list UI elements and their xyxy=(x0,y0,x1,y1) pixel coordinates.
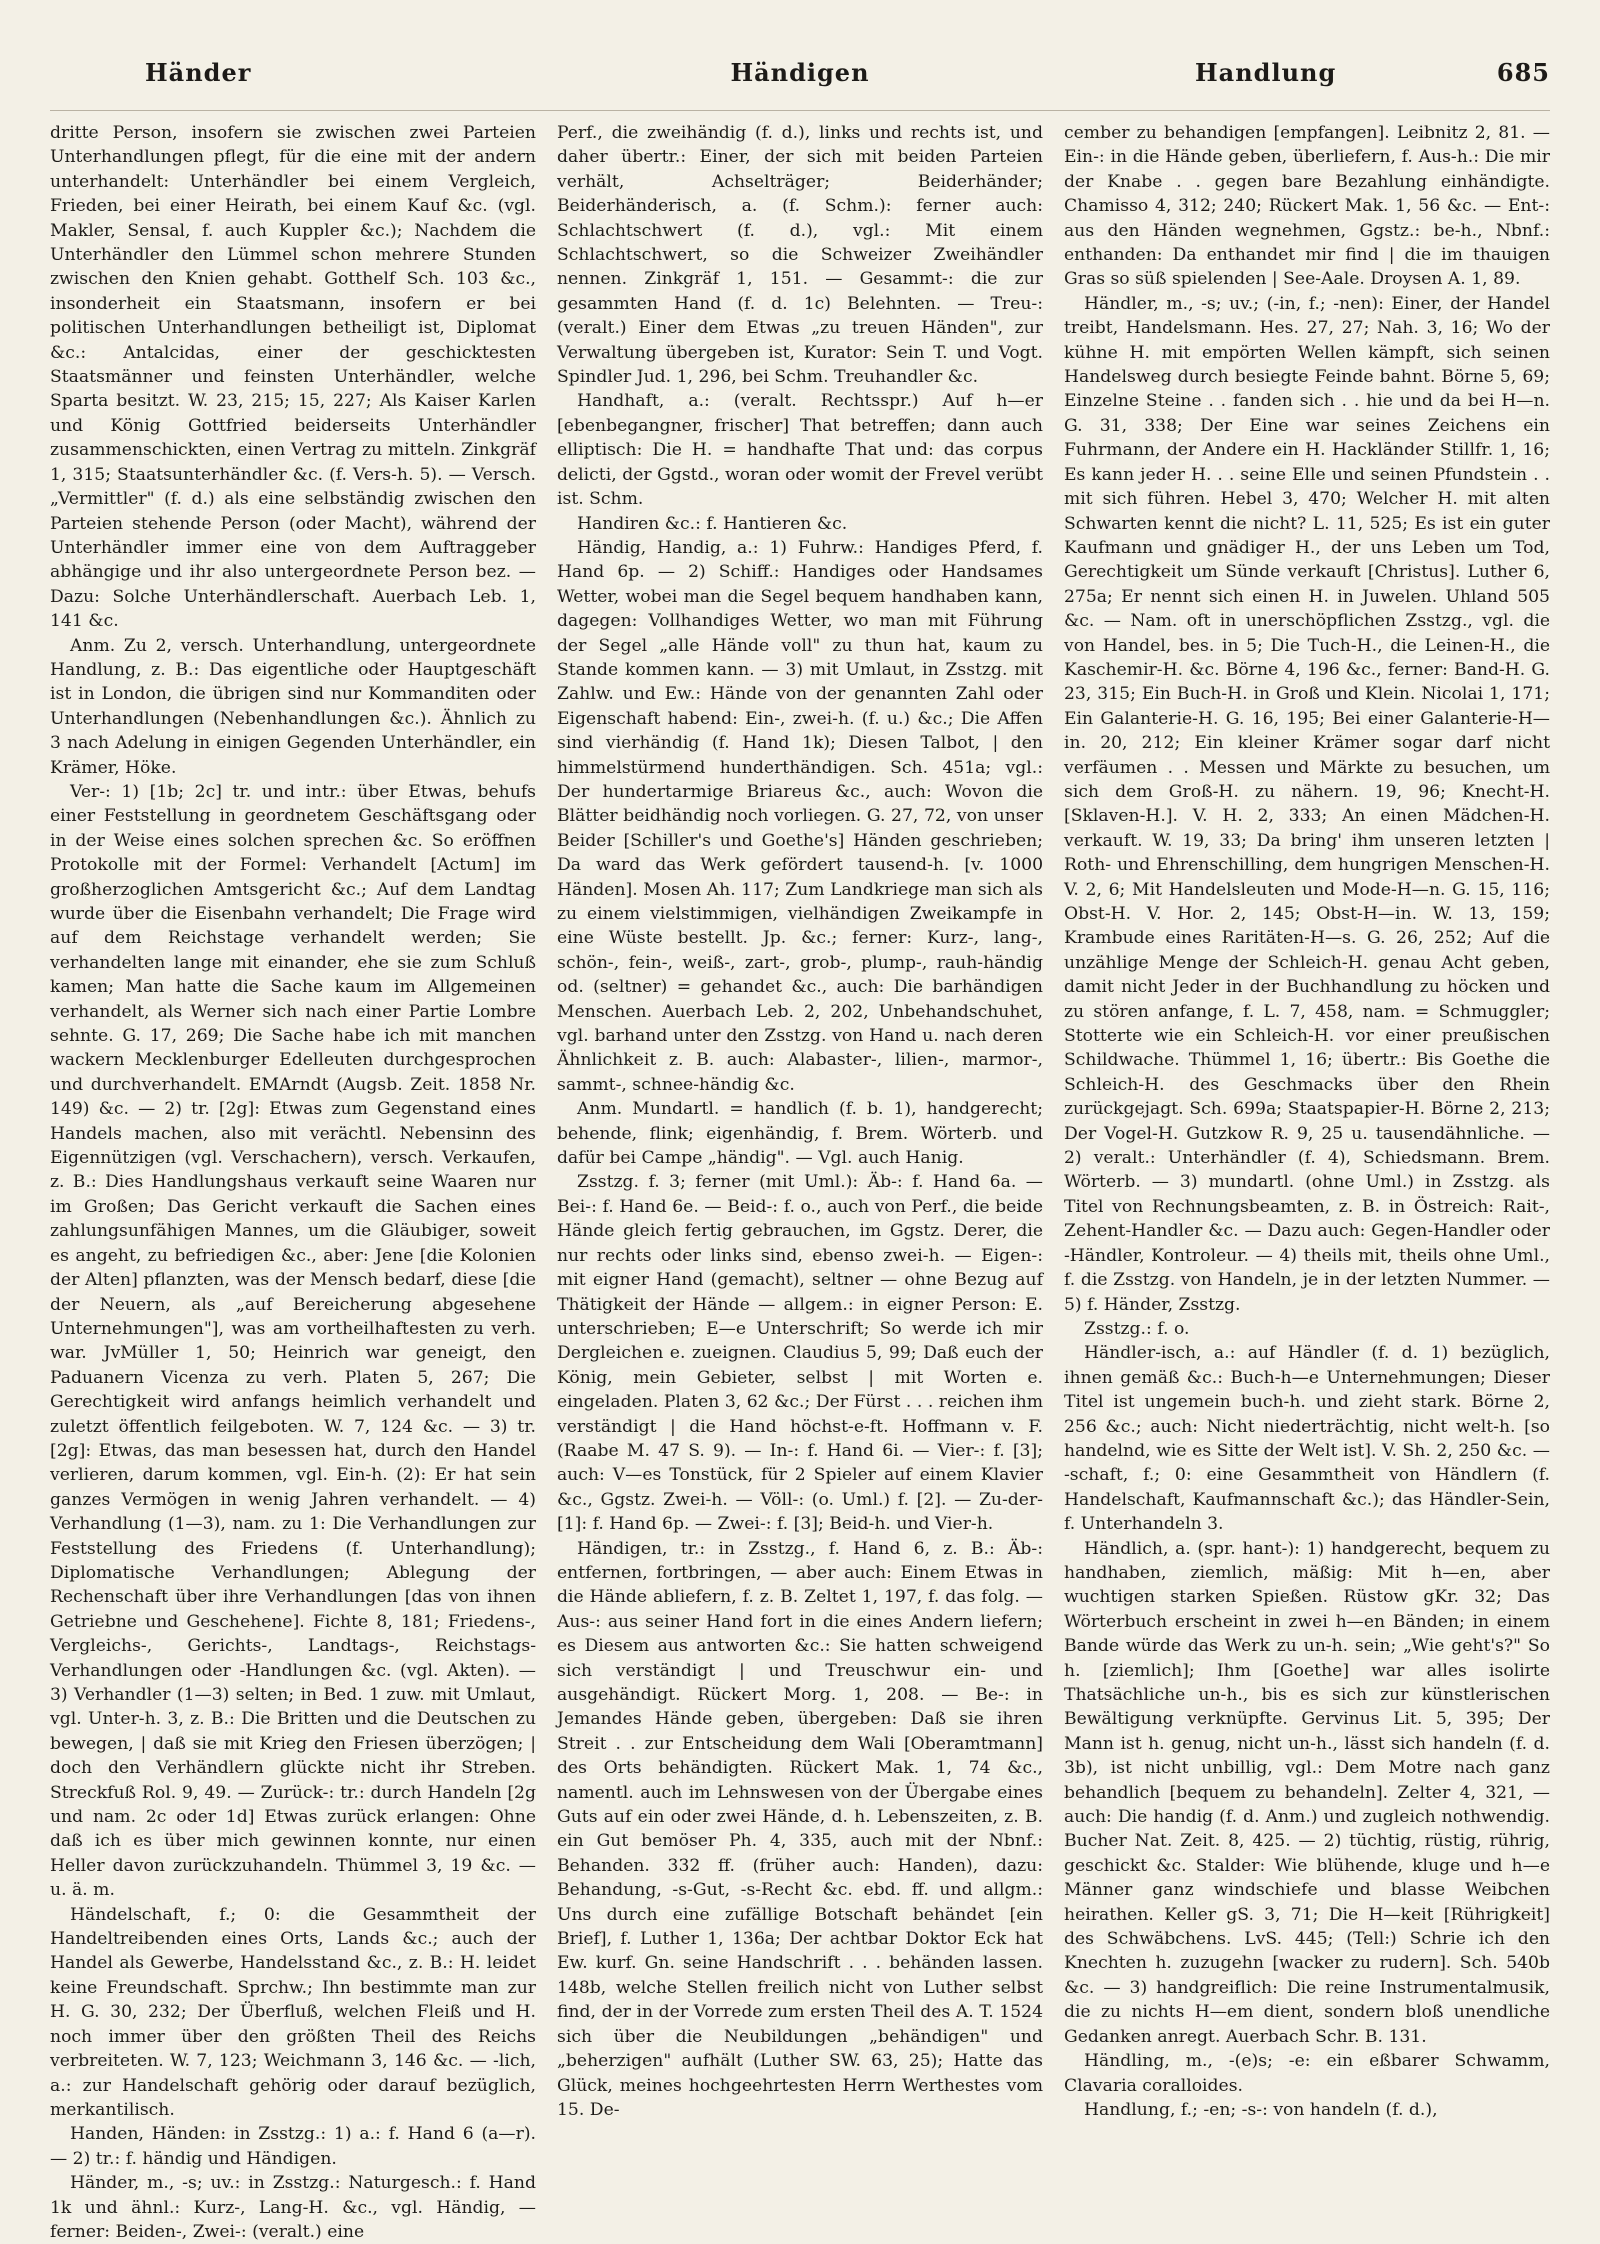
entry-paragraph: Händelschaft, f.; 0: die Gesammtheit der Handeltreibenden eines Orts, Lands &c.; auch der Handel als Gewerbe, Handelsstand &c., z. B.: H. leidet keine Freundschaft. Sprchw.; Ihn bestimmte man zur H. G. 30, 232; Der Überfluß, welchen Fleiß und H. noch immer über den größten Theil des Reichs verbreiteten. W. 7, 123; Weichmann 3, 146 &c. — -lich, a.: zur Handelschaft gehörig oder darauf bezüglich, merkantilisch. xyxy=(50,1904,536,2120)
entry-paragraph: Zsstzg.: f. o. xyxy=(1084,1318,1190,1339)
running-head-center: Händigen xyxy=(730,58,870,87)
running-head xyxy=(50,58,1550,111)
entry-paragraph: Perf., die zweihändig (f. d.), links und rechts ist, und daher übertr.: Einer, der sich mit beiden Parteien verhält, Achselträger; Beiderhänder; Beiderhänderisch, a. (f. Schm.): ferner auch: Schlachtschwert (f. d.), vgl.: Mit einem Schlachtschwert, so die Schweizer Zweihändler nennen. Zinkgräf 1, 151. — Gesammt-: die zur gesammten Hand (f. d. 1c) Belehnten. — Treu-: (veralt.) Einer dem Etwas „zu treuen Händen", zur Verwaltung übergeben ist, Kurator: Sein T. und Vogt. Spindler Jud. 1, 296, bei Schm. Treuhandler &c. xyxy=(557,123,1043,388)
column-3 xyxy=(1064,121,1550,2120)
entry-paragraph: cember zu behandigen [empfangen]. Leibnitz 2, 81. — Ein-: in die Hände geben, überliefern, f. Aus-h.: Die mir der Knabe . . gegen bare Bezahlung einhändigte. Chamisso 4, 312; 240; Rückert Mak. 1, 56 &c. — Ent-: aus den Händen wegnehmen, Ggstz.: be-h., Nbnf.: enthanden: Da enthandet mir find | die im thauigen Gras so süß spielenden | See-Aale. Droysen A. 1, 89. xyxy=(1064,123,1550,290)
running-head-right-group xyxy=(1055,58,1550,87)
entry-paragraph: Händigen, tr.: in Zsstzg., f. Hand 6, z. B.: Äb-: entfernen, fortbringen, — aber auch: Einem Etwas in die Hände abliefern, f. z. B. Zeltet 1, 197, f. das folg. — Aus-: aus seiner Hand fort in die eines Andern liefern; es Diesem aus antworten &c.: Sie hatten schweigend sich verständigt | und Treuschwur ein- und ausgehändigt. Rückert Morg. 1, 208. — Be-: in Jemandes Hände geben, übergeben: Daß sie ihren Streit . . zur Entscheidung dem Wali [Oberamtmann] des Orts behändigten. Rückert Mak. 1, 74 &c., namentl. auch im Lehnswesen von der Übergabe eines Guts auf ein oder zwei Hände, d. h. Lebenszeiten, z. B. ein Gut bemöser Ph. 4, 335, auch mit der Nbnf.: Behanden. 332 ff. (früher auch: Handen), dazu: Behandung, -s-Gut, -s-Recht &c. ebd. ff. und allgm.: Uns durch eine zufällige Botschaft behändet [ein Brief], f. Luther 1, 136a; Der achtbar Doktor Eck hat Ew. kurf. Gn. seine Handschrift . . . behänden lassen. 148b, welche Stellen freilich nicht von Luther selbst find, der in der Vorrede zum ersten Theil des A. T. 1524 sich über die Neubildungen „behändigen" und „beherzigen" aufhält (Luther SW. 63, 25); Hatte das Glück, meines hochgeehrtesten Herrn Werthestes vom 15. De- xyxy=(557,1538,1043,2120)
running-head-right: Handlung xyxy=(1195,58,1337,87)
page-number: 685 xyxy=(1496,58,1550,87)
entry-paragraph: Händling, m., -(e)s; -e: ein eßbarer Schwamm, Clavaria coralloides. xyxy=(1064,2051,1550,2096)
entry-paragraph: Anm. Zu 2, versch. Unterhandlung, untergeordnete Handlung, z. B.: Das eigentliche oder Hauptgeschäft ist in London, die übrigen sind nur Kommanditen oder Unterhandlungen (Nebenhandlungen &c.). Ähnlich zu 3 nach Adelung in einigen Gegenden Unterhändler, ein Krämer, Höke. xyxy=(50,635,536,778)
entry-paragraph: Anm. Mundartl. = handlich (f. b. 1), handgerecht; behende, flink; eigenhändig, f. Brem. Wörterb. und dafür bei Campe „händig". — Vgl. auch Hanig. xyxy=(557,1099,1043,1169)
column-1 xyxy=(50,121,536,2242)
running-head-left: Händer xyxy=(145,58,252,87)
text-columns xyxy=(50,121,1550,2242)
entry-paragraph: Händler, m., -s; uv.; (-in, f.; -nen): Einer, der Handel treibt, Handelsmann. Hes. 27, 27; Nah. 3, 16; Wo der kühne H. mit empörten Wellen kämpft, sich seinen Handelsweg durch besiegte Feinde bahnt. Börne 5, 69; Einzelne Steine . . fanden sich . . hie und da bei H—n. G. 31, 338; Der Eine war seines Zeichens ein Fuhrmann, der Andere ein H. Hackländer Stillfr. 1, 16; Es kann jeder H. . . seine Elle und seinen Pfundstein . . mit sich führen. Hebel 3, 470; Welcher H. mit alten Schwarten kennt die nicht? L. 11, 525; Es ist ein guter Kaufmann und gnädiger H., der uns Leben um Tod, Gerechtigkeit um Sünde verkauft [Christus]. Luther 6, 275a; Er nennt sich einen H. in Juwelen. Uhland 505 &c. — Nam. oft in unerschöpflichen Zsstzg., vgl. die von Handel, bes. in 5; Die Tuch-H., die Leinen-H., die Kaschemir-H. &c. Börne 4, 196 &c., ferner: Band-H. G. 23, 315; Ein Buch-H. in Groß und Klein. Nicolai 1, 171; Ein Galanterie-H. G. 16, 195; Bei einer Galanterie-H—in. 20, 212; Ein kleiner Krämer sogar darf nicht verfäumen . . Messen und Märkte zu besuchen, um sich dem Groß-H. zu nähern. 19, 96; Knecht-H. [Sklaven-H.]. V. H. 2, 333; An einen Mädchen-H. verkauft. W. 19, 33; Da bring' ihm unseren letzten | Roth- und Ehrenschilling, dem hungrigen Menschen-H. V. 2, 6; Mit Handelsleuten und Mode-H—n. G. 15, 116; Obst-H. V. Hor. 2, 145; Obst-H—in. W. 13, 159; Krambude eines Raritäten-H—s. G. 26, 252; Auf die unzählige Menge der Schleich-H. genau Acht geben, damit nicht Jeder in der Buchhandlung zu höcken und zu stören anfange, f. L. 7, 458, nam. = Schmuggler; Stotterte wie ein Schleich-H. vor einer preußischen Schildwache. Thümmel 1, 16; übertr.: Bis Goethe die Schleich-H. des Geschmacks über den Rhein zurückgejagt. Sch. 699a; Staatspapier-H. Börne 2, 213; Der Vogel-H. Gutzkow R. 9, 25 u. tausendähnliche. — 2) veralt.: Unterhändler (f. 4), Schiedsmann. Brem. Wörterb. — 3) mundartl. (ohne Uml.) in Zsstzg. als Titel von Rechnungsbeamten, z. B. in Östreich: Rait-, Zehent-Handler &c. — Dazu auch: Gegen-Handler oder -Händler, Kontroleur. — 4) theils mit, theils ohne Uml., f. die Zsstzg. von Handeln, je in der letzten Nummer. — 5) f. Händer, Zsstzg. xyxy=(1064,293,1550,1315)
entry-paragraph: Händlich, a. (spr. hant-): 1) handgerecht, bequem zu handhaben, ziemlich, mäßig: Mit h—en, aber wuchtigen starken Spießen. Rüstow gKr. 32; Das Wörterbuch erscheint in zwei h—en Bänden; in einem Bande würde das Werk zu un-h. sein; „Wie geht's?" So h. [ziemlich]; Ihm [Goethe] war alles isolirte Thatsächliche un-h., bis es sich zur künstlerischen Bewältigung verknüpfte. Gervinus Lit. 5, 395; Der Mann ist h. genug, nicht un-h., lässt sich handeln (f. d. 3b), ist nicht unbillig, vgl.: Dem Motre nach ganz behandlich [bequem zu behandeln]. Zelter 4, 321, — auch: Die handig (f. d. Anm.) und zugleich nothwendig. Bucher Nat. Zeit. 8, 425. — 2) tüchtig, rüstig, rührig, geschickt &c. Stalder: Wie blühende, kluge und h—e Männer ganz windschiefe und blasse Weibchen heirathen. Keller gS. 3, 71; Die H—keit [Rührigkeit] des Schwäbchens. LvS. 445; (Tell:) Schrie ich den Knechten h. zuzugehn [wacker zu rudern]. Sch. 540b &c. — 3) handgreiflich: Die reine Instrumentalmusik, die zu nichts H—em dient, sondern bloß unendliche Gedanken anregt. Auerbach Schr. B. 131. xyxy=(1064,1538,1550,2047)
entry-paragraph: Händler-isch, a.: auf Händler (f. d. 1) bezüglich, ihnen gemäß &c.: Buch-h—e Unternehmungen; Dieser Titel ist ungemein buch-h. und zieht stark. Börne 2, 256 &c.; auch: Nicht niederträchtig, nicht welt-h. [so handelnd, wie es Sitte der Welt ist]. V. Sh. 2, 250 &c. — -schaft, f.; 0: eine Gesammtheit von Händlern (f. Handelschaft, Kaufmannschaft &c.); das Händler-Sein, f. Unterhandeln 3. xyxy=(1064,1343,1550,1535)
entry-paragraph: Händer, m., -s; uv.: in Zsstzg.: Naturgesch.: f. Hand 1k und ähnl.: Kurz-, Lang-H. &c., vgl. Händig, — ferner: Beiden-, Zwei-: (veralt.) eine xyxy=(50,2173,536,2242)
entry-paragraph: Handen, Händen: in Zsstzg.: 1) a.: f. Hand 6 (a—r). — 2) tr.: f. händig und Händigen. xyxy=(50,2124,536,2169)
entry-paragraph: Handhaft, a.: (veralt. Rechtsspr.) Auf h—er [ebenbegangner, frischer] That betreffen; dann auch elliptisch: Die H. = handhafte That und: das corpus delicti, der Ggstd., woran oder womit der Frevel verübt ist. Schm. xyxy=(557,391,1043,510)
entry-paragraph: Handlung, f.; -en; -s-: von handeln (f. d.), xyxy=(1084,2099,1438,2120)
entry-paragraph: Händig, Handig, a.: 1) Fuhrw.: Handiges Pferd, f. Hand 6p. — 2) Schiff.: Handiges oder Handsames Wetter, wobei man die Segel bequem handhaben kann, dagegen: Vollhandiges Wetter, wo man mit Führung der Segel „alle Hände voll" zu thun hat, kaum zu Stande kommen kann. — 3) mit Umlaut, in Zsstzg. mit Zahlw. und Ew.: Hände von der genannten Zahl oder Eigenschaft habend: Ein-, zwei-h. (f. u.) &c.; Die Affen sind vierhändig (f. Hand 1k); Diesen Talbot, | den himmelstürmend hunderthändigen. Sch. 451a; vgl.: Der hundertarmige Briareus &c., auch: Wovon die Blätter beidhändig noch vorliegen. G. 27, 72, von unser Beider [Schiller's und Goethe's] Händen geschrieben; Da ward das Werk gefördert tausend-h. [v. 1000 Händen]. Mosen Ah. 117; Zum Landkriege man sich als zu einem vielstimmigen, vielhändigen Zweikampfe in eine Wüste bestellt. Jp. &c.; ferner: Kurz-, lang-, schön-, fein-, weiß-, zart-, grob-, plump-, rauh-händig od. (seltner) = gehandet &c., auch: Die barhändigen Menschen. Auerbach Leb. 2, 202, Unbehandschuhet, vgl. barhand unter den Zsstzg. von Hand u. nach deren Ähnlichkeit z. B. auch: Alabaster-, lilien-, marmor-, sammt-, schnee-händig &c. xyxy=(557,537,1043,1095)
entry-paragraph: dritte Person, insofern sie zwischen zwei Parteien Unterhandlungen pflegt, für die eine mit der andern unterhandelt: Unterhändler bei einem Vergleich, Frieden, bei einer Heirath, bei einem Kauf &c. (vgl. Makler, Sensal, f. auch Kuppler &c.); Nachdem die Unterhändler den Lümmel schon mehrere Stunden zwischen den Knien gehabt. Gotthelf Sch. 103 &c., insonderheit ein Staatsmann, insofern er bei politischen Unterhandlungen betheiligt ist, Diplomat &c.: Antalcidas, einer der geschicktesten Staatsmänner und feinsten Unterhändler, welche Sparta besitzt. W. 23, 215; 15, 227; Als Kaiser Karlen und König Gottfried beiderseits Unterhändler zusammenschickten, einen Vertrag zu mitteln. Zinkgräf 1, 315; Staatsunterhändler &c. (f. Vers-h. 5). — Versch. „Vermittler" (f. d.) als eine selbständig zwischen den Parteien stehende Person (oder Macht), während der Unterhändler immer eine von dem Auftraggeber abhängige und ihr also untergeordnete Person bez. — Dazu: Solche Unterhändlerschaft. Auerbach Leb. 1, 141 &c. xyxy=(50,123,536,632)
entry-paragraph: Ver-: 1) [1b; 2c] tr. und intr.: über Etwas, behufs einer Feststellung in geordnetem Geschäftsgang oder in der Weise eines solchen sprechen &c. So eröffnen Protokolle mit der Formel: Verhandelt [Actum] im großherzoglichen Amtsgericht &c.; Auf dem Landtag wurde über die Eisenbahn verhandelt; Die Frage wird auf dem Reichstage verhandelt werden; Sie verhandelten lange mit einander, ehe sie zum Schluß kamen; Man hatte die Sache kaum im Allgemeinen verhandelt, als Werner sich nach einer Partie Lombre sehnte. G. 17, 269; Die Sache habe ich mit manchen wackern Mecklenburger Edelleuten durchgesprochen und durchverhandelt. EMArndt (Augsb. Zeit. 1858 Nr. 149) &c. — 2) tr. [2g]: Etwas zum Gegenstand eines Handels machen, also mit verächtl. Nebensinn des Eigennützigen (vgl. Verschachern), versch. Verkaufen, z. B.: Dies Handlungshaus verkauft seine Waaren nur im Großen; Das Gericht verkauft die Sachen eines zahlungsunfähigen Mannes, um die Gläubiger, soweit es angeht, zu befriedigen &c., aber: Jene [die Kolonien der Alten] pflanzten, was der Mensch bedarf, diese [die der Neuern, als „auf Bereicherung abgesehene Unternehmungen"], was am vortheilhaftesten zu verh. war. JvMüller 1, 50; Heinrich war geneigt, den Paduanern Vicenza zu verh. Platen 5, 267; Die Gerechtigkeit wird anfangs heimlich verhandelt und zuletzt öffentlich feilgeboten. W. 7, 124 &c. — 3) tr. [2g]: Etwas, das man besessen hat, durch den Handel verlieren, darum kommen, vgl. Ein-h. (2): Er hat sein ganzes Vermögen in wenig Jahren verhandelt. — 4) Verhandlung (1—3), nam. zu 1: Die Verhandlungen zur Feststellung des Friedens (f. Unterhandlung); Diplomatische Verhandlungen; Ablegung der Rechenschaft über ihre Verhandlungen [das von ihnen Getriebne und Geschehene]. Fichte 8, 181; Friedens-, Vergleichs-, Gerichts-, Landtags-, Reichstags-Verhandlungen oder -Handlungen &c. (vgl. Akten). — 3) Verhandler (1—3) selten; in Bed. 1 zuw. mit Umlaut, vgl. Unter-h. 3, z. B.: Die Britten und die Deutschen zu bewegen, | daß sie mit Krieg den Friesen überzögen; | doch den Verhändlern glückte nicht ihr Streben. Streckfuß Rol. 9, 49. — Zurück-: tr.: durch Handeln [2g und nam. 2c oder 1d] Etwas zurück erlangen: Ohne daß ich es über mich gewinnen konnte, nur einen Heller davon zurückzuhandeln. Thümmel 3, 19 &c. — u. ä. m. xyxy=(50,781,536,1901)
column-2 xyxy=(557,121,1043,2120)
entry-paragraph: Handiren &c.: f. Hantieren &c. xyxy=(577,513,848,534)
entry-paragraph: Zsstzg. f. 3; ferner (mit Uml.): Äb-: f. Hand 6a. — Bei-: f. Hand 6e. — Beid-: f. o., auch von Perf., die beide Hände gleich fertig gebrauchen, im Ggstz. Derer, die nur rechts oder links sind, ebenso zwei-h. — Eigen-: mit eigner Hand (gemacht), seltner — ohne Bezug auf Thätigkeit der Hände — allgem.: in eigner Person: E. unterschrieben; E—e Unterschrift; So werde ich mir Dergleichen e. zueignen. Claudius 5, 99; Daß euch der König, mein Gebieter, selbst | mit Worten e. eingeladen. Platen 3, 62 &c.; Der Fürst . . . reichen ihm verständigt | die Hand höchst-e-ft. Hoffmann v. F. (Raabe M. 47 S. 9). — In-: f. Hand 6i. — Vier-: f. [3]; auch: V—es Tonstück, für 2 Spieler auf einem Klavier &c., Ggstz. Zwei-h. — Völl-: (o. Uml.) f. [2]. — Zu-der- [1]: f. Hand 6p. — Zwei-: f. [3]; Beid-h. und Vier-h. xyxy=(557,1172,1043,1535)
